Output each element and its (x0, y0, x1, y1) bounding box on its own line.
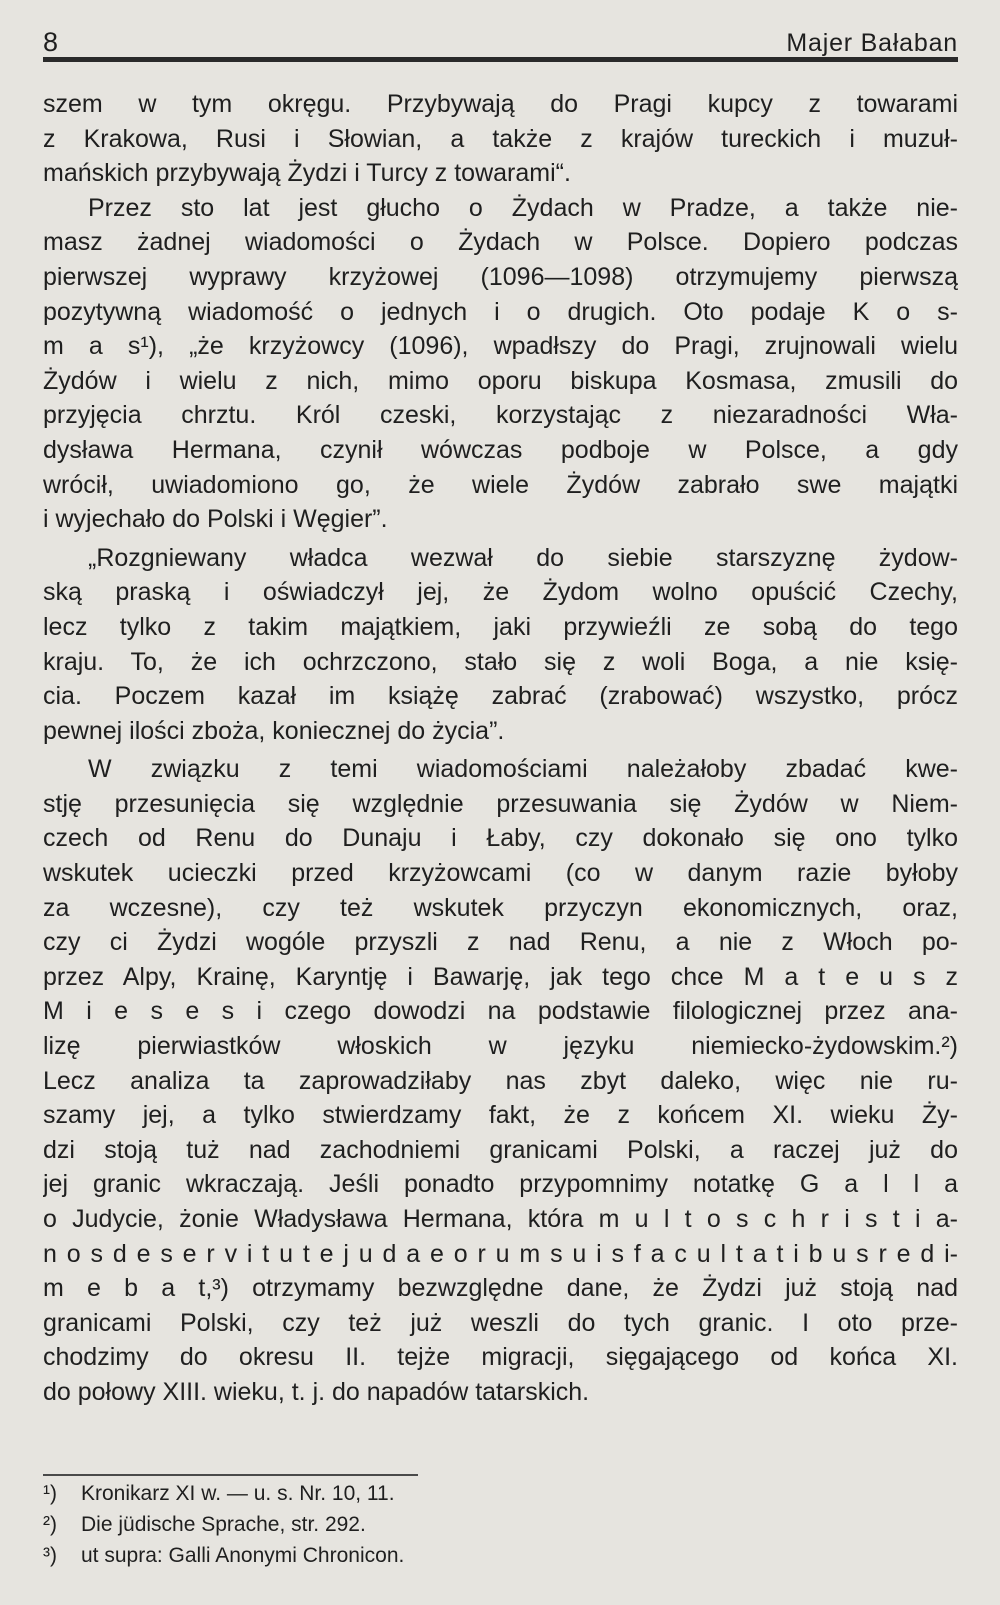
footnote (43, 1478, 404, 1509)
text-line: chodzimy do okresu II. tejże migracji, sięgającego od końca XI. (43, 1343, 958, 1372)
text-line: do połowy XIII. wieku, t. j. do napadów tatarskich. (43, 1377, 590, 1406)
text-line: lizę pierwiastków włoskich w języku niemiecko-żydowskim.²) (43, 1032, 958, 1061)
text-line: lecz tylko z takim majątkiem, jaki przywieźli ze sobą do tego (43, 612, 958, 641)
text-line: wrócił, uwiadomiono go, że wiele Żydów zabrało swe majątki (43, 470, 958, 499)
footnote-mark: ¹) (43, 1482, 57, 1505)
page-number: 8 (43, 27, 59, 57)
text-line: n o s d e s e r v i t u t e j u d a e o r u m s u i s f a c u l t a t i b u s r e d i- (43, 1239, 958, 1268)
footnote-text: Die jüdische Sprache, str. 292. (81, 1513, 366, 1536)
text-line: m e b a t,³) otrzymamy bezwzględne dane, że Żydzi już stoją nad (43, 1274, 958, 1303)
body-text (43, 87, 958, 1410)
footnote-text: ut supra: Galli Anonymi Chronicon. (81, 1544, 405, 1567)
text-line: z Krakowa, Rusi i Słowian, a także z krajów tureckich i muzuł- (43, 124, 958, 153)
text-line: W związku z temi wiadomościami należałoby zbadać kwe- (88, 755, 958, 784)
text-line: dzi stoją tuż nad zachodniemi granicami Polski, a raczej już do (43, 1135, 958, 1164)
text-line: „Rozgniewany władca wezwał do siebie starszyznę żydow- (88, 543, 958, 572)
footnote-text: Kronikarz XI w. — u. s. Nr. 10, 11. (81, 1482, 395, 1505)
text-line: stję przesunięcia się względnie przesuwania się Żydów w Niem- (43, 789, 958, 818)
text-line: wskutek ucieczki przed krzyżowcami (co w danym razie byłoby (43, 859, 958, 888)
text-line: jej granic wkraczają. Jeśli ponadto przypomnimy notatkę G a l l a (43, 1170, 958, 1199)
text-line: pozytywną wiadomość o jednych i o drugich. Oto podaje K o s- (43, 297, 958, 326)
text-line: szamy jej, a tylko stwierdzamy fakt, że z końcem XI. wieku Ży- (43, 1101, 958, 1130)
text-line: pierwszej wyprawy krzyżowej (1096—1098) otrzymujemy pierwszą (43, 262, 958, 291)
text-line: za wczesne), czy też wskutek przyczyn ekonomicznych, oraz, (43, 893, 958, 922)
text-line: granicami Polski, czy też już weszli do tych granic. I oto prze- (43, 1308, 958, 1337)
text-line: i wyjechało do Polski i Węgier”. (43, 505, 388, 534)
footnote (43, 1509, 404, 1540)
text-line: przez Alpy, Krainę, Karyntję i Bawarję, jak tego chce M a t e u s z (43, 962, 958, 991)
text-line: masz żadnej wiadomości o Żydach w Polsce. Dopiero podczas (43, 228, 958, 257)
header-rule (43, 57, 958, 62)
text-line: pewnej ilości zboża, koniecznej do życia”. (43, 716, 505, 745)
text-line: cia. Poczem kazał im książę zabrać (zrabować) wszystko, prócz (43, 682, 958, 711)
text-line: czech od Renu do Dunaju i Łaby, czy dokonało się ono tylko (43, 824, 958, 853)
text-line: szem w tym okręgu. Przybywają do Pragi kupcy z towarami (43, 90, 958, 118)
text-line: mańskich przybywają Żydzi i Turcy z towarami“. (43, 159, 571, 188)
text-line: kraju. To, że ich ochrzczono, stało się z woli Boga, a nie księ- (43, 647, 958, 676)
text-line: dysława Hermana, czynił wówczas podboje w Polsce, a gdy (43, 435, 958, 464)
text-line: M i e s e s i czego dowodzi na podstawie filologicznej przez ana- (43, 997, 958, 1026)
text-line: przyjęcia chrztu. Król czeski, korzystając z niezaradności Wła- (43, 401, 958, 430)
footnote-rule (43, 1474, 418, 1476)
text-line: czy ci Żydzi wogóle przyszli z nad Renu, a nie z Włoch po- (43, 928, 958, 957)
text-line: Żydów i wielu z nich, mimo oporu biskupa Kosmasa, zmusili do (43, 366, 958, 395)
running-head: Majer Bałaban (786, 29, 958, 57)
footnote-mark: ²) (43, 1513, 57, 1536)
footnote-mark: ³) (43, 1544, 57, 1567)
footnote (43, 1540, 404, 1571)
text-line: m a s¹), „że krzyżowcy (1096), wpadłszy do Pragi, zrujnowali wielu (43, 332, 958, 361)
text-line: o Judycie, żonie Władysława Hermana, która m u l t o s c h r i s t i a- (43, 1205, 958, 1233)
text-line: Przez sto lat jest głucho o Żydach w Pradze, a także nie- (88, 193, 958, 222)
page-header (43, 22, 958, 58)
text-line: Lecz analiza ta zaprowadziłaby nas zbyt daleko, więc nie ru- (43, 1066, 958, 1095)
footnotes (43, 1478, 404, 1571)
text-line: ską praską i oświadczył jej, że Żydom wolno opuścić Czechy, (43, 578, 958, 607)
